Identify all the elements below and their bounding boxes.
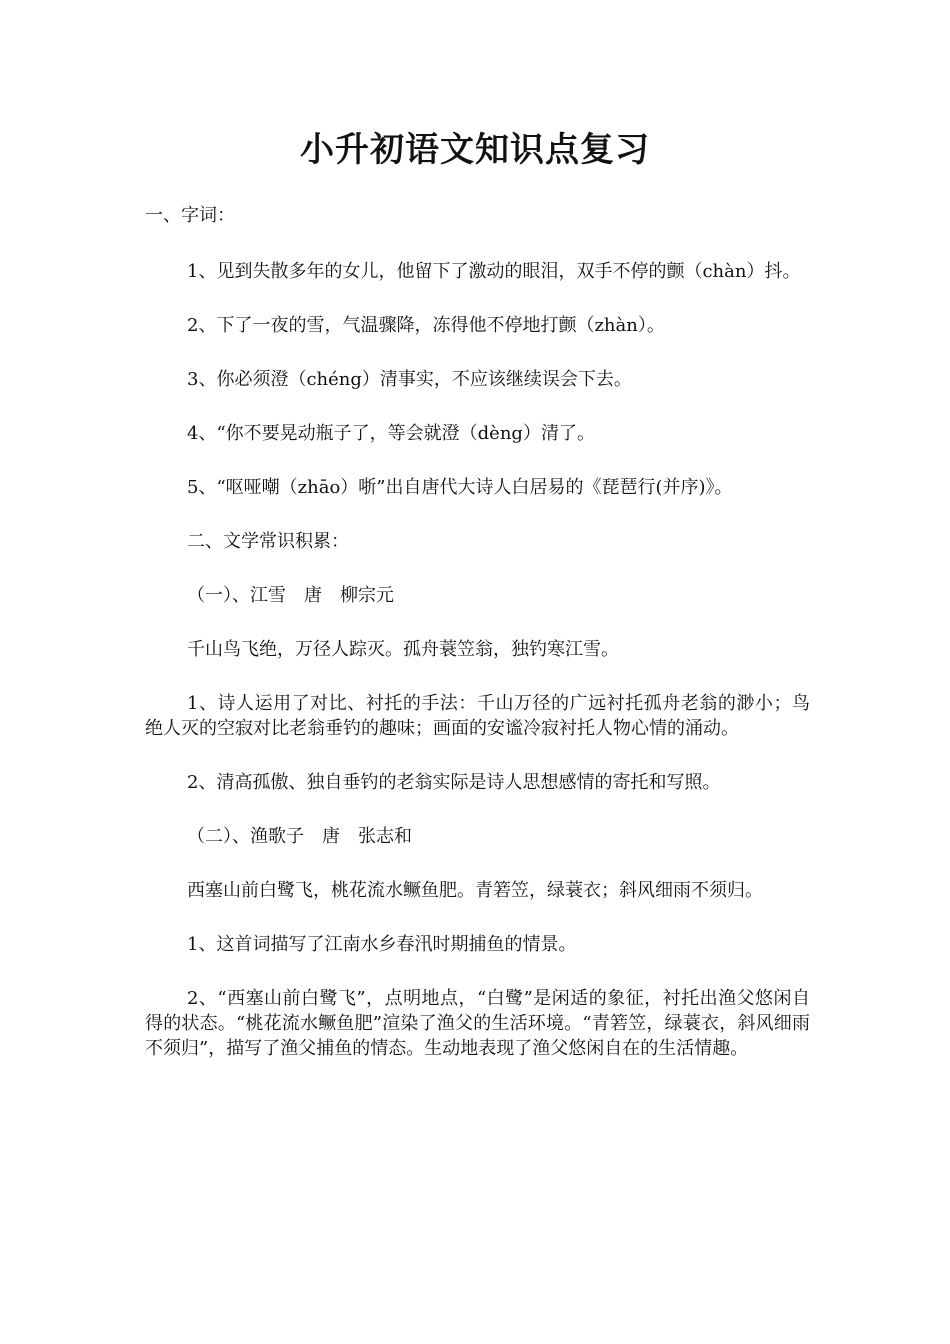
poem-text-yugezi: 西塞山前白鹭飞，桃花流水鳜鱼肥。青箬笠，绿蓑衣；斜风细雨不须归。: [187, 880, 763, 901]
paragraph-yugezi-2: 2、“西塞山前白鹭飞”，点明地点，“白鹭”是闲适的象征，衬托出渔父悠闲自得的状态。“桃花流水鳜鱼肥”渲染了渔父的生活环境。“青箬笠，绿蓑衣，斜风细雨不须归”，描写了渔父捕鱼的情态。生动地表现了渔父悠闲自在的生活情趣。: [145, 988, 810, 1059]
poem-text-jiangxue: 千山鸟飞绝，万径人踪灭。孤舟蓑笠翁，独钓寒江雪。: [187, 639, 619, 660]
section-heading-literature: 二、文学常识积累：: [187, 531, 349, 552]
paragraph-vocab-4: 4、“你不要晃动瓶子了，等会就澄（dèng）清了。: [187, 423, 595, 444]
paragraph-jiangxue-1: 1、诗人运用了对比、衬托的手法：千山万径的广远衬托孤舟老翁的渺小；鸟绝人灭的空寂对比老翁垂钓的趣味；画面的安谧冷寂衬托人物心情的涌动。: [145, 693, 810, 739]
paragraph-jiangxue-2: 2、清高孤傲、独自垂钓的老翁实际是诗人思想感情的寄托和写照。: [187, 772, 721, 793]
paragraph-vocab-5: 5、“呕哑嘲（zhāo）哳”出自唐代大诗人白居易的《琵琶行(并序)》。: [187, 477, 733, 498]
poem-heading-jiangxue: （一）、江雪 唐 柳宗元: [187, 585, 394, 606]
paragraph-vocab-1: 1、见到失散多年的女儿，他留下了激动的眼泪，双手不停的颤（chàn）抖。: [187, 261, 801, 282]
paragraph-yugezi-1: 1、这首词描写了江南水乡春汛时期捕鱼的情景。: [187, 934, 577, 955]
document-body: [145, 203, 810, 1090]
document-title: 小升初语文知识点复习: [300, 130, 650, 170]
poem-heading-yugezi: （二）、渔歌子 唐 张志和: [187, 826, 412, 847]
paragraph-vocab-2: 2、下了一夜的雪，气温骤降，冻得他不停地打颤（zhàn）。: [187, 315, 665, 336]
section-heading-vocabulary: 一、字词：: [145, 205, 235, 226]
paragraph-vocab-3: 3、你必须澄（chéng）清事实，不应该继续误会下去。: [187, 369, 632, 390]
